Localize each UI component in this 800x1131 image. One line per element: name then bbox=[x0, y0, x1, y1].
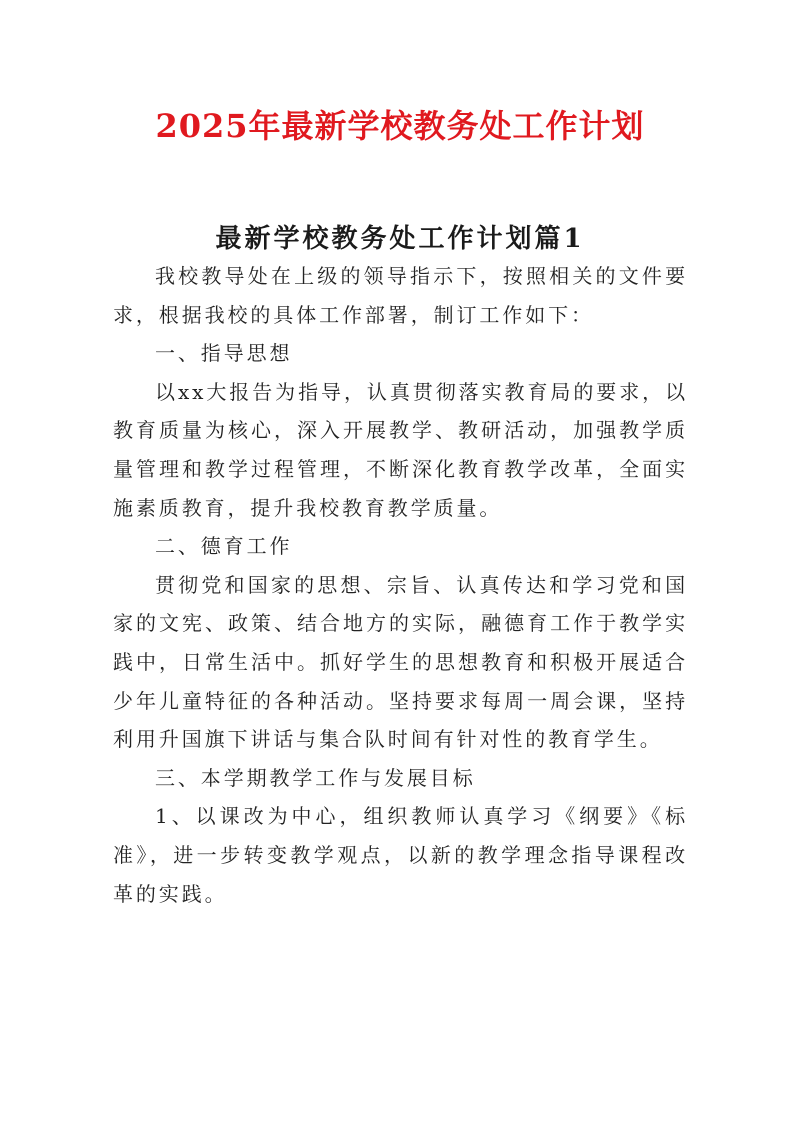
document-title: 2025年最新学校教务处工作计划 bbox=[155, 107, 645, 145]
heading-guiding-ideology: 一、指导思想 bbox=[155, 341, 293, 366]
guiding-ideology-paragraph: 以xx大报告为指导，认真贯彻落实教育局的要求，以教育质量为核心，深入开展教学、教研活动，加强教学质量管理和教学过程管理，不断深化教育教学改革，全面实施素质教育，提升我校教育教学质量。 bbox=[113, 379, 688, 520]
heading-teaching-goals: 三、本学期教学工作与发展目标 bbox=[155, 765, 476, 790]
teaching-goals-item-1: 1、以课改为中心，组织教师认真学习《纲要》《标准》，进一步转变教学观点，以新的教学理念指导课程改革的实践。 bbox=[113, 804, 688, 906]
intro-paragraph: 我校教导处在上级的领导指示下，按照相关的文件要求，根据我校的具体工作部署，制订工作如下： bbox=[113, 264, 688, 327]
moral-education-paragraph: 贯彻党和国家的思想、宗旨、认真传达和学习党和国家的文宪、政策、结合地方的实际，融德育工作于教学实践中，日常生活中。抓好学生的思想教育和积极开展适合少年儿童特征的各种活动。坚持要求每周一周会课，坚持利用升国旗下讲话与集合队时间有针对性的教育学生。 bbox=[113, 572, 688, 752]
section-title: 最新学校教务处工作计划篇1 bbox=[215, 224, 585, 254]
heading-moral-education: 二、德育工作 bbox=[155, 534, 293, 559]
document-body bbox=[113, 257, 688, 913]
